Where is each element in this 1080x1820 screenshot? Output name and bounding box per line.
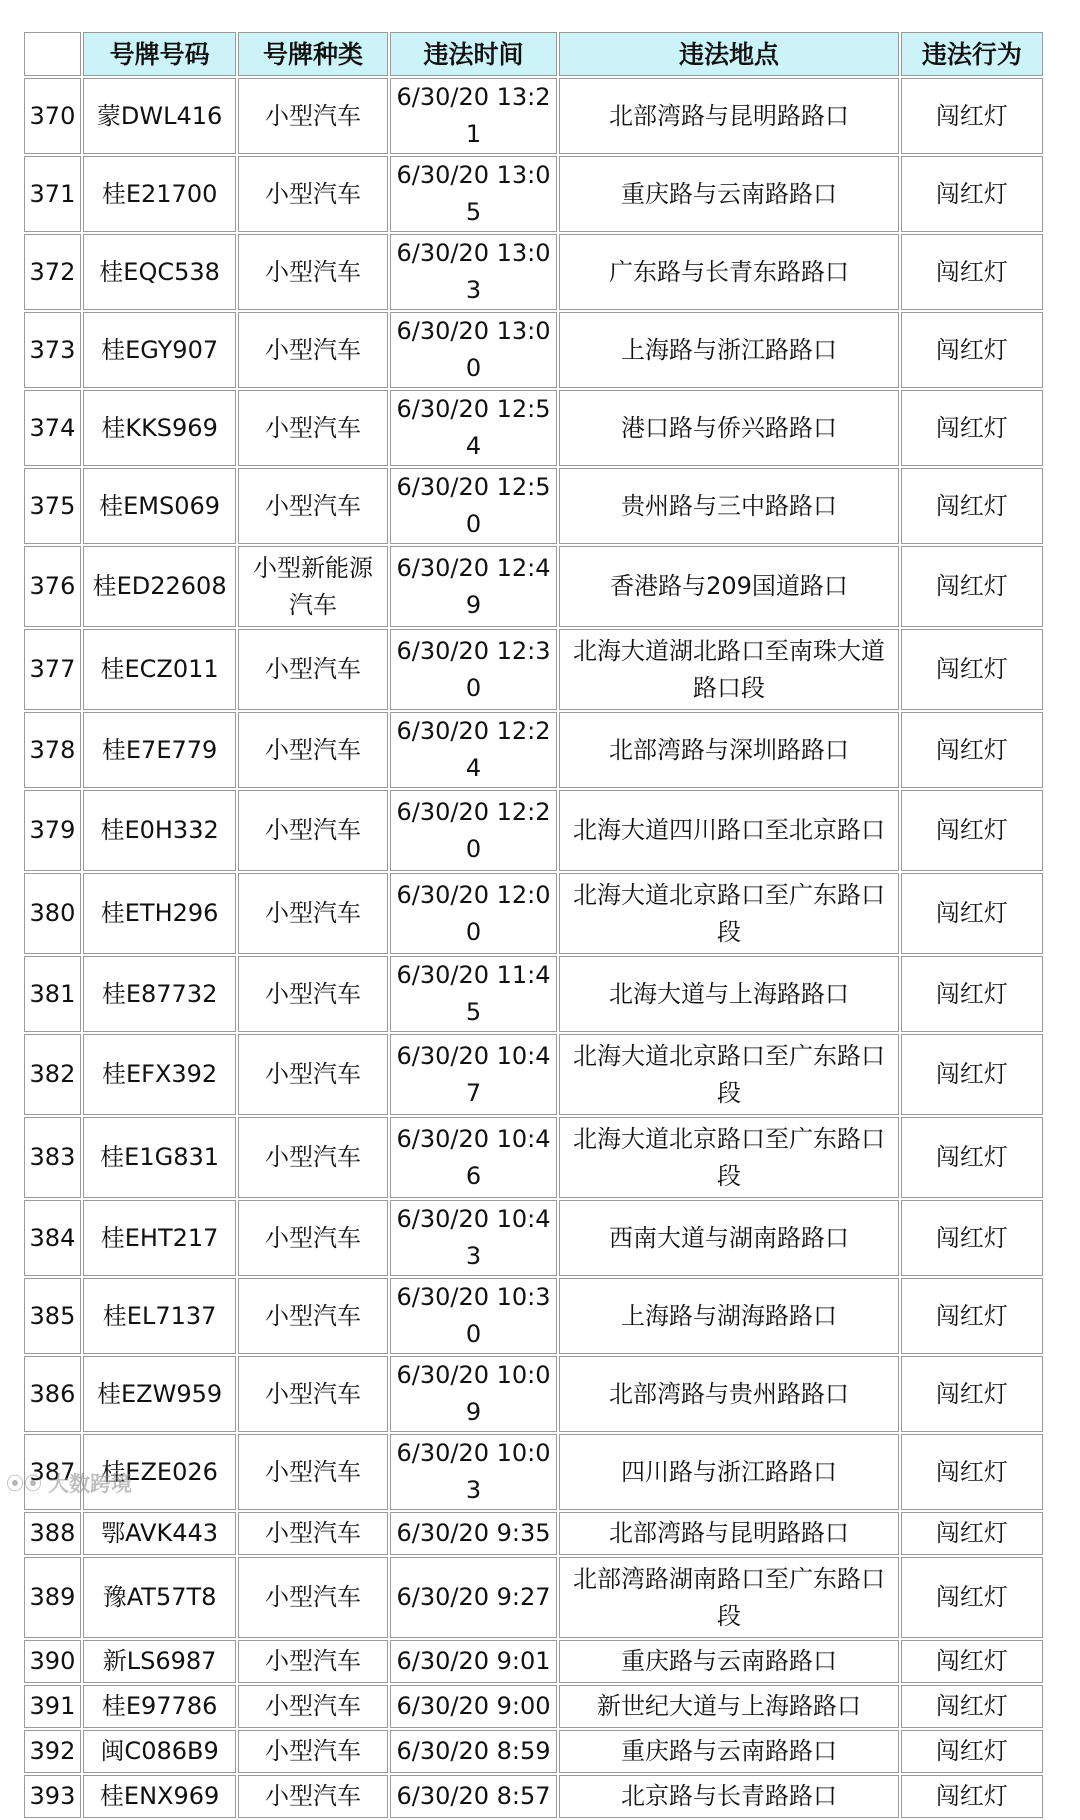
cell-index: 377 [24, 629, 81, 710]
cell-violation-time: 6/30/20 10:03 [390, 1434, 558, 1510]
cell-plate-type: 小型汽车 [238, 1640, 387, 1683]
cell-index: 384 [24, 1200, 81, 1276]
cell-violation-time: 6/30/20 10:09 [390, 1356, 558, 1432]
cell-violation-behavior: 闯红灯 [901, 1512, 1043, 1555]
cell-violation-time: 6/30/20 11:45 [390, 956, 558, 1032]
cell-plate-type: 小型汽车 [238, 312, 387, 388]
cell-plate-type: 小型汽车 [238, 1356, 387, 1432]
table-row [24, 1034, 1043, 1115]
cell-violation-location: 上海路与浙江路路口 [559, 312, 898, 388]
cell-violation-location: 重庆路与云南路路口 [559, 1730, 898, 1773]
cell-violation-time: 6/30/20 8:59 [390, 1730, 558, 1773]
violations-table [22, 30, 1045, 1820]
cell-plate-number: 闽C086B9 [83, 1730, 236, 1773]
cell-violation-behavior: 闯红灯 [901, 1730, 1043, 1773]
cell-violation-location: 贵州路与三中路路口 [559, 468, 898, 544]
table-row [24, 312, 1043, 388]
cell-index: 370 [24, 78, 81, 154]
cell-violation-behavior: 闯红灯 [901, 546, 1043, 627]
cell-plate-number: 桂ETH296 [83, 873, 236, 954]
cell-violation-behavior: 闯红灯 [901, 234, 1043, 310]
cell-violation-time: 6/30/20 12:54 [390, 390, 558, 466]
header-violation-behavior: 违法行为 [901, 32, 1043, 76]
table-row [24, 1278, 1043, 1354]
cell-plate-type: 小型汽车 [238, 78, 387, 154]
cell-index: 383 [24, 1117, 81, 1198]
cell-index: 381 [24, 956, 81, 1032]
cell-violation-location: 广东路与长青东路路口 [559, 234, 898, 310]
cell-violation-behavior: 闯红灯 [901, 873, 1043, 954]
cell-plate-type: 小型汽车 [238, 1034, 387, 1115]
cell-violation-time: 6/30/20 10:47 [390, 1034, 558, 1115]
cell-violation-behavior: 闯红灯 [901, 790, 1043, 871]
table-row [24, 1640, 1043, 1683]
cell-plate-number: 蒙DWL416 [83, 78, 236, 154]
cell-index: 371 [24, 156, 81, 232]
cell-plate-number: 桂EZW959 [83, 1356, 236, 1432]
cell-violation-location: 北部湾路与昆明路路口 [559, 1512, 898, 1555]
header-violation-location: 违法地点 [559, 32, 898, 76]
cell-violation-location: 北海大道北京路口至广东路口段 [559, 1034, 898, 1115]
table-row [24, 1356, 1043, 1432]
cell-violation-behavior: 闯红灯 [901, 1034, 1043, 1115]
cell-plate-number: 桂E7E779 [83, 712, 236, 788]
cell-violation-location: 重庆路与云南路路口 [559, 156, 898, 232]
cell-violation-time: 6/30/20 10:43 [390, 1200, 558, 1276]
cell-plate-number: 新LS6987 [83, 1640, 236, 1683]
cell-index: 373 [24, 312, 81, 388]
cell-violation-behavior: 闯红灯 [901, 1775, 1043, 1818]
cell-violation-behavior: 闯红灯 [901, 156, 1043, 232]
cell-violation-time: 6/30/20 12:49 [390, 546, 558, 627]
cell-violation-time: 6/30/20 12:50 [390, 468, 558, 544]
cell-violation-time: 6/30/20 9:00 [390, 1685, 558, 1728]
cell-violation-time: 6/30/20 9:01 [390, 1640, 558, 1683]
cell-violation-time: 6/30/20 10:46 [390, 1117, 558, 1198]
cell-plate-number: 桂EQC538 [83, 234, 236, 310]
cell-plate-type: 小型汽车 [238, 1775, 387, 1818]
cell-violation-behavior: 闯红灯 [901, 78, 1043, 154]
table-row [24, 873, 1043, 954]
cell-plate-type: 小型汽车 [238, 1200, 387, 1276]
cell-index: 393 [24, 1775, 81, 1818]
cell-plate-type: 小型汽车 [238, 1730, 387, 1773]
cell-plate-type: 小型汽车 [238, 390, 387, 466]
cell-violation-location: 北部湾路湖南路口至广东路口段 [559, 1557, 898, 1638]
cell-plate-type: 小型汽车 [238, 712, 387, 788]
header-violation-time: 违法时间 [390, 32, 558, 76]
cell-plate-type: 小型汽车 [238, 956, 387, 1032]
cell-plate-number: 桂EZE026 [83, 1434, 236, 1510]
cell-violation-location: 北海大道北京路口至广东路口段 [559, 1117, 898, 1198]
cell-plate-type: 小型汽车 [238, 468, 387, 544]
cell-plate-number: 桂EHT217 [83, 1200, 236, 1276]
cell-index: 392 [24, 1730, 81, 1773]
cell-plate-type: 小型新能源汽车 [238, 546, 387, 627]
cell-violation-behavior: 闯红灯 [901, 1434, 1043, 1510]
cell-violation-time: 6/30/20 12:20 [390, 790, 558, 871]
cell-plate-type: 小型汽车 [238, 1117, 387, 1198]
cell-index: 378 [24, 712, 81, 788]
table-row [24, 156, 1043, 232]
cell-plate-number: 豫AT57T8 [83, 1557, 236, 1638]
header-index [24, 32, 81, 76]
cell-plate-number: 桂ECZ011 [83, 629, 236, 710]
cell-index: 375 [24, 468, 81, 544]
cell-violation-behavior: 闯红灯 [901, 1200, 1043, 1276]
cell-plate-number: 鄂AVK443 [83, 1512, 236, 1555]
cell-plate-type: 小型汽车 [238, 234, 387, 310]
table-row [24, 956, 1043, 1032]
cell-violation-time: 6/30/20 12:00 [390, 873, 558, 954]
cell-violation-time: 6/30/20 12:24 [390, 712, 558, 788]
cell-violation-time: 6/30/20 13:21 [390, 78, 558, 154]
cell-index: 380 [24, 873, 81, 954]
cell-violation-behavior: 闯红灯 [901, 390, 1043, 466]
cell-plate-number: 桂EFX392 [83, 1034, 236, 1115]
cell-plate-number: 桂E1G831 [83, 1117, 236, 1198]
cell-violation-time: 6/30/20 8:57 [390, 1775, 558, 1818]
cell-violation-behavior: 闯红灯 [901, 1278, 1043, 1354]
cell-violation-location: 北海大道与上海路路口 [559, 956, 898, 1032]
cell-violation-location: 新世纪大道与上海路路口 [559, 1685, 898, 1728]
cell-plate-number: 桂E21700 [83, 156, 236, 232]
cell-plate-number: 桂KKS969 [83, 390, 236, 466]
cell-violation-location: 北部湾路与昆明路路口 [559, 78, 898, 154]
table-header-row [24, 32, 1043, 76]
cell-plate-number: 桂E97786 [83, 1685, 236, 1728]
table-row [24, 1200, 1043, 1276]
cell-index: 391 [24, 1685, 81, 1728]
cell-violation-location: 重庆路与云南路路口 [559, 1640, 898, 1683]
cell-index: 382 [24, 1034, 81, 1115]
cell-plate-number: 桂EL7137 [83, 1278, 236, 1354]
cell-violation-behavior: 闯红灯 [901, 312, 1043, 388]
cell-violation-time: 6/30/20 9:35 [390, 1512, 558, 1555]
cell-plate-type: 小型汽车 [238, 1557, 387, 1638]
cell-plate-number: 桂E0H332 [83, 790, 236, 871]
cell-index: 387 [24, 1434, 81, 1510]
cell-violation-behavior: 闯红灯 [901, 629, 1043, 710]
table-row [24, 1775, 1043, 1818]
table-body [24, 78, 1043, 1818]
cell-index: 374 [24, 390, 81, 466]
cell-index: 376 [24, 546, 81, 627]
watermark-logo-icon: ⦿⦿ [6, 1474, 42, 1495]
table-row [24, 468, 1043, 544]
cell-violation-location: 北部湾路与贵州路路口 [559, 1356, 898, 1432]
table-row [24, 78, 1043, 154]
table-row [24, 1730, 1043, 1773]
cell-violation-time: 6/30/20 10:30 [390, 1278, 558, 1354]
table-row [24, 790, 1043, 871]
cell-plate-type: 小型汽车 [238, 1512, 387, 1555]
cell-index: 372 [24, 234, 81, 310]
cell-plate-type: 小型汽车 [238, 873, 387, 954]
table-row [24, 234, 1043, 310]
cell-violation-time: 6/30/20 12:30 [390, 629, 558, 710]
watermark-text: 大数跨境 [48, 1472, 132, 1496]
cell-violation-behavior: 闯红灯 [901, 712, 1043, 788]
cell-index: 390 [24, 1640, 81, 1683]
cell-violation-location: 北京路与长青路路口 [559, 1775, 898, 1818]
cell-plate-type: 小型汽车 [238, 1278, 387, 1354]
cell-plate-type: 小型汽车 [238, 629, 387, 710]
table-row [24, 1557, 1043, 1638]
cell-plate-type: 小型汽车 [238, 156, 387, 232]
cell-plate-number: 桂EMS069 [83, 468, 236, 544]
cell-violation-location: 上海路与湖海路路口 [559, 1278, 898, 1354]
cell-violation-location: 港口路与侨兴路路口 [559, 390, 898, 466]
cell-violation-location: 北海大道北京路口至广东路口段 [559, 873, 898, 954]
cell-violation-behavior: 闯红灯 [901, 1640, 1043, 1683]
table-row [24, 390, 1043, 466]
cell-violation-location: 西南大道与湖南路路口 [559, 1200, 898, 1276]
cell-violation-behavior: 闯红灯 [901, 1557, 1043, 1638]
cell-violation-behavior: 闯红灯 [901, 1356, 1043, 1432]
cell-violation-behavior: 闯红灯 [901, 468, 1043, 544]
cell-violation-location: 香港路与209国道路口 [559, 546, 898, 627]
cell-violation-behavior: 闯红灯 [901, 1685, 1043, 1728]
cell-index: 389 [24, 1557, 81, 1638]
cell-plate-type: 小型汽车 [238, 1685, 387, 1728]
cell-violation-time: 6/30/20 13:00 [390, 312, 558, 388]
header-plate-number: 号牌号码 [83, 32, 236, 76]
cell-plate-type: 小型汽车 [238, 790, 387, 871]
watermark [6, 1468, 132, 1498]
table-row [24, 629, 1043, 710]
cell-violation-location: 北海大道四川路口至北京路口 [559, 790, 898, 871]
cell-violation-time: 6/30/20 13:05 [390, 156, 558, 232]
header-plate-type: 号牌种类 [238, 32, 387, 76]
cell-index: 388 [24, 1512, 81, 1555]
cell-violation-location: 四川路与浙江路路口 [559, 1434, 898, 1510]
cell-violation-location: 北部湾路与深圳路路口 [559, 712, 898, 788]
cell-violation-location: 北海大道湖北路口至南珠大道路口段 [559, 629, 898, 710]
table-row [24, 1434, 1043, 1510]
cell-plate-number: 桂E87732 [83, 956, 236, 1032]
cell-violation-time: 6/30/20 9:27 [390, 1557, 558, 1638]
cell-violation-behavior: 闯红灯 [901, 956, 1043, 1032]
cell-plate-number: 桂ENX969 [83, 1775, 236, 1818]
cell-violation-behavior: 闯红灯 [901, 1117, 1043, 1198]
table-row [24, 546, 1043, 627]
table-row [24, 712, 1043, 788]
cell-index: 385 [24, 1278, 81, 1354]
cell-plate-number: 桂ED22608 [83, 546, 236, 627]
table-row [24, 1117, 1043, 1198]
cell-plate-type: 小型汽车 [238, 1434, 387, 1510]
cell-index: 379 [24, 790, 81, 871]
table-row [24, 1512, 1043, 1555]
cell-violation-time: 6/30/20 13:03 [390, 234, 558, 310]
cell-plate-number: 桂EGY907 [83, 312, 236, 388]
table-row [24, 1685, 1043, 1728]
cell-index: 386 [24, 1356, 81, 1432]
